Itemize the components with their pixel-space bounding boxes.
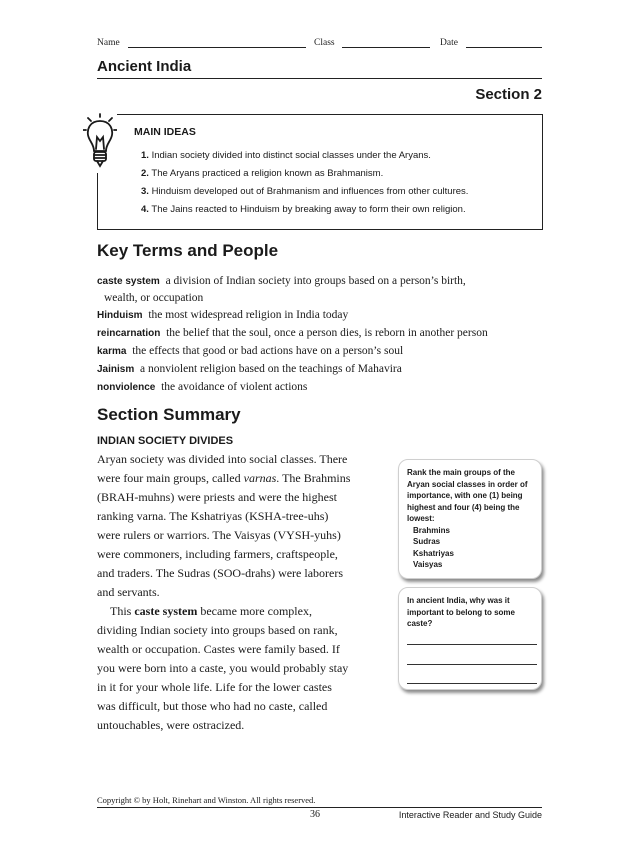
class-label: Class [314,38,335,48]
answer-line[interactable] [407,644,537,645]
main-idea-text: The Aryans practiced a religion known as Brahmanism. [151,168,384,179]
summary-line: wealth or occupation. Castes were family based. If [97,642,340,656]
summary-line: was difficult, but those who had no caste, called [97,699,328,713]
note-question-line: caste? [407,619,433,628]
term-definition-continued: wealth, or occupation [104,292,204,304]
date-field[interactable] [466,47,542,48]
key-term [97,345,403,357]
summary-line: (BRAH-muhns) were priests and were the highest [97,490,337,504]
summary-line: ranking varna. The Kshatriyas (KSHA-tree-uhs) [97,509,329,523]
key-terms-heading: Key Terms and People [97,241,279,260]
main-idea-text: Indian society divided into distinct social classes under the Aryans. [151,150,431,161]
key-term [97,327,488,339]
summary-line: you were born into a caste, you would probably stay [97,661,349,675]
main-idea-item [141,204,466,215]
key-term [97,381,307,393]
italic-term: varnas [243,471,277,485]
term-definition: the most widespread religion in India today [148,309,349,321]
note-question-line: Rank the main groups of the [407,468,516,477]
date-label: Date [440,38,458,48]
note-question-line: Aryan social classes in order of [407,479,528,489]
name-field[interactable] [128,47,306,48]
rank-group-vaisyas[interactable]: Vaisyas [413,560,443,569]
guide-title: Interactive Reader and Study Guide [398,810,542,820]
rank-group-brahmins[interactable]: Brahmins [413,525,450,535]
rank-group-kshatriyas[interactable]: Kshatriyas [413,548,454,558]
term-name: karma [97,346,127,357]
summary-line: untouchables, were ostracized. [97,718,245,732]
main-idea-item [141,186,468,197]
note-question-line: lowest: [407,514,435,523]
name-label: Name [97,38,120,48]
main-idea-item [141,150,431,161]
term-name: Jainism [97,364,135,375]
main-idea-number: 3. [141,186,149,197]
term-definition: the effects that good or bad actions have on a person’s soul [132,345,404,357]
main-idea-number: 1. [141,150,149,161]
term-name: Hinduism [97,310,143,321]
summary-line: were commoners, including farmers, craftspeople, [97,547,338,561]
note-question-line: important to belong to some [407,607,515,617]
title-divider [97,78,542,79]
term-definition: a division of Indian society into groups based on a person’s birth, [165,275,466,287]
term-definition: the avoidance of violent actions [161,381,308,393]
answer-line[interactable] [407,683,537,684]
key-term [97,363,402,375]
main-idea-text: The Jains reacted to Hinduism by breaking away to form their own religion. [151,204,466,215]
main-idea-number: 4. [141,204,149,215]
term-definition: a nonviolent religion based on the teachings of Mahavira [140,363,402,375]
bold-term: caste system [134,604,198,618]
text-run: . The Brahmins [276,471,351,485]
summary-line: dividing Indian society into groups based on rank, [97,623,338,637]
class-field[interactable] [342,47,430,48]
rank-question-note [398,459,542,579]
term-name: reincarnation [97,328,161,339]
summary-line: in it for your whole life. Life for the lower castes [97,680,332,694]
page-number: 36 [310,809,320,820]
summary-line: and servants. [97,585,160,599]
summary-line: were rulers or warriors. The Vaisyas (VYSH-yuhs) [97,528,341,542]
term-name: nonviolence [97,382,156,393]
text-run: became more complex, [197,604,312,618]
text-run: This [110,604,135,618]
section-label: Section 2 [475,86,542,103]
note-question-line: In ancient India, why was it [407,596,510,605]
rank-group-sudras[interactable]: Sudras [413,537,441,546]
lightbulb-icon [83,113,117,173]
main-idea-item [141,168,383,179]
note-question-line: importance, with one (1) being [407,491,523,500]
summary-line: Aryan society was divided into social classes. There [97,452,348,466]
term-name: caste system [97,276,160,287]
answer-line[interactable] [407,664,537,665]
summary-subheading: INDIAN SOCIETY DIVIDES [97,435,234,447]
text-run: were four main groups, called [97,471,244,485]
main-idea-text: Hinduism developed out of Brahmanism and influences from other cultures. [151,186,469,197]
term-definition: the belief that the soul, once a person dies, is reborn in another person [166,327,488,339]
page-title: Ancient India [97,58,192,75]
main-ideas-heading: MAIN IDEAS [134,126,196,138]
summary-line [97,471,350,486]
key-term [97,309,348,321]
main-ideas-box-left-border [97,172,98,229]
main-idea-number: 2. [141,168,149,179]
note-question-line: highest and four (4) being the [407,502,520,512]
key-term [97,275,466,287]
caste-question-note [398,587,542,690]
summary-line: and traders. The Sudras (SOO-drahs) were laborers [97,566,344,580]
copyright: Copyright © by Holt, Rinehart and Winston. All rights reserved. [97,795,316,805]
summary-line [110,604,312,619]
section-summary-heading: Section Summary [97,405,241,424]
footer-divider [97,807,542,808]
